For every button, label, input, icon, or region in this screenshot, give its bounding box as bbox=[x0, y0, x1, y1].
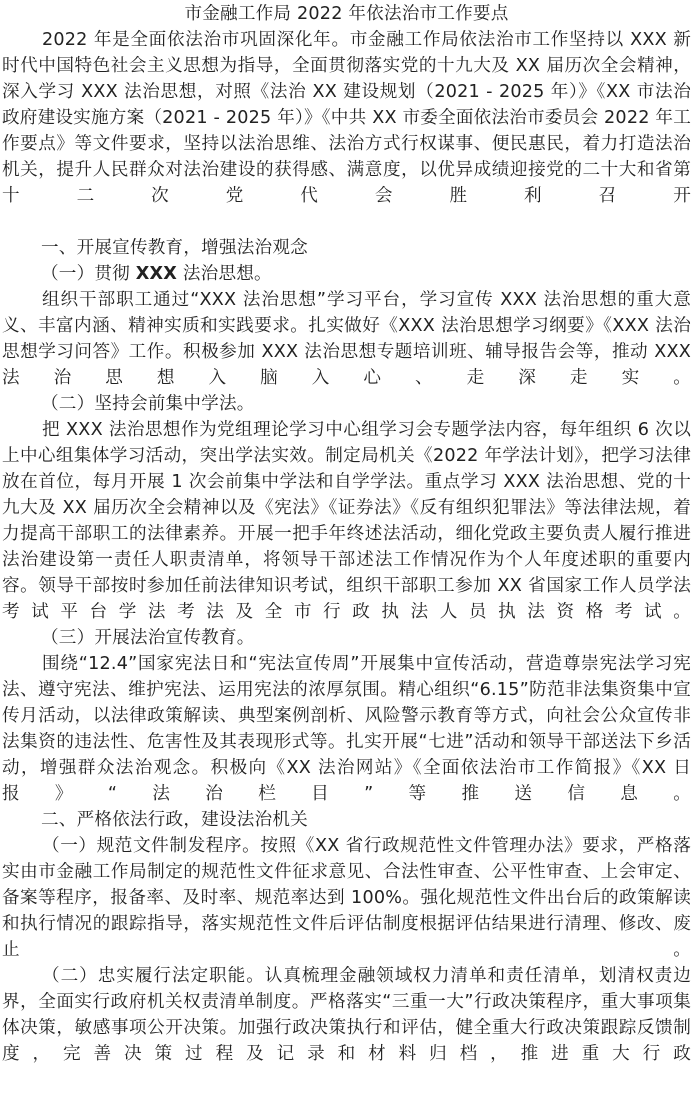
paragraph-gap bbox=[0, 209, 693, 235]
section-1-sub-3-heading: （三）开展法治宣传教育。 bbox=[41, 628, 255, 648]
section-1-paragraph-3: 围绕“12.4”国家宪法日和“宪法宣传周”开展集中宣传活动，营造尊崇宪法学习宪法、遵守宪法、维护宪法、运用宪法的浓厚氛围。精心组织“6.15”防范非法集资集中宣传月活动，以法律政策解读、典型案例剖析、风险警示教育等方式，向社会公众宣传非法集资的违法性、危害性及其表现形式等。扎实开展“七进”活动和领导干部送法下乡活动，增强群众法治观念。积极向《XX 法治网站》《全面依法治市工作简报》《XX 日报》“法治栏目”等推送信息。 bbox=[2, 654, 691, 804]
section-2-paragraph-1: （一）规范文件制发程序。按照《XX 省行政规范性文件管理办法》要求，严格落实由市金融工作局制定的规范性文件征求意见、合法性审查、公平性审查、上会审定、备案等程序，报备率、及时率、规范率达到 100%。强化规范性文件出台后的政策解读和执行情况的跟踪指导，落实规范性文件后评估制度根据评估结果进行清理、修改、废止。 bbox=[2, 836, 691, 960]
section-1-paragraph-1: 组织干部职工通过“XXX 法治思想”学习平台，学习宣传 XXX 法治思想的重大意义、丰富内涵、精神实质和实践要求。扎实做好《XXX 法治思想学习纲要》《XXX 法治思想学习问答》工作。积极参加 XXX 法治思想专题培训班、辅导报告会等，推动 XXX 法治思想入脑入心、走深走实。 bbox=[2, 290, 691, 388]
section-1-heading: 一、开展宣传教育，增强法治观念 bbox=[41, 238, 308, 258]
sub-heading-prefix: （一）贯彻 bbox=[41, 264, 136, 284]
sub-heading-suffix: 法治思想。 bbox=[177, 264, 272, 284]
section-1-sub-2-heading: （二）坚持会前集中学法。 bbox=[41, 394, 255, 414]
section-2-heading: 二、严格依法行政，建设法治机关 bbox=[41, 810, 308, 830]
document-title: 市金融工作局 2022 年依法治市工作要点 bbox=[184, 4, 509, 24]
intro-paragraph: 2022 年是全面依法治市巩固深化年。市金融工作局依法治市工作坚持以 XXX 新时代中国特色社会主义思想为指导，全面贯彻落实党的十九大及 XX 届历次全会精神，深入学习 XXX 法治思想，对照《法治 XX 建设规划（2021 - 2025 年）》《XX 市法治政府建设实施方案（2021 - 2025 年）》《中共 XX 市委全面依法治市委员会 2022 年工作要点》等文件要求，坚持以法治思维、法治方式行权谋事、便民惠民，着力打造法治机关，提升人民群众对法治建设的获得感、满意度，以优异成绩迎接党的二十大和省第十二次党代会胜利召开 bbox=[2, 30, 691, 206]
section-2-paragraph-2: （二）忠实履行法定职能。认真梳理金融领域权力清单和责任清单，划清权责边界，全面实行政府机关权责清单制度。严格落实“三重一大”行政决策程序，重大事项集体决策，敏感事项公开决策。加强行政决策执行和评估，健全重大行政决策跟踪反馈制度，完善决策过程及记录和材料归档，推进重大行政 bbox=[2, 966, 691, 1064]
sub-heading-bold: XXX bbox=[135, 264, 178, 284]
section-1-paragraph-2: 把 XXX 法治思想作为党组理论学习中心组学习会专题学法内容，每年组织 6 次以上中心组集体学习活动，突出学法实效。制定局机关《2022 年学法计划》，把学习法律放在首位，每月开展 1 次会前集中学法和自学学法。重点学习 XXX 法治思想、党的十九大及 XX 届历次全会精神以及《宪法》《证券法》《反有组织犯罪法》等法律法规，着力提高干部职工的法律素养。开展一把手年终述法活动，细化党政主要负责人履行推进法治建设第一责任人职责清单，将领导干部述法工作情况作为个人年度述职的重要内容。领导干部按时参加任前法律知识考试，组织干部职工参加 XX 省国家工作人员学法考试平台学法考法及全市行政执法人员执法资格考试。 bbox=[2, 420, 691, 622]
section-1-sub-1-heading bbox=[0, 261, 693, 287]
